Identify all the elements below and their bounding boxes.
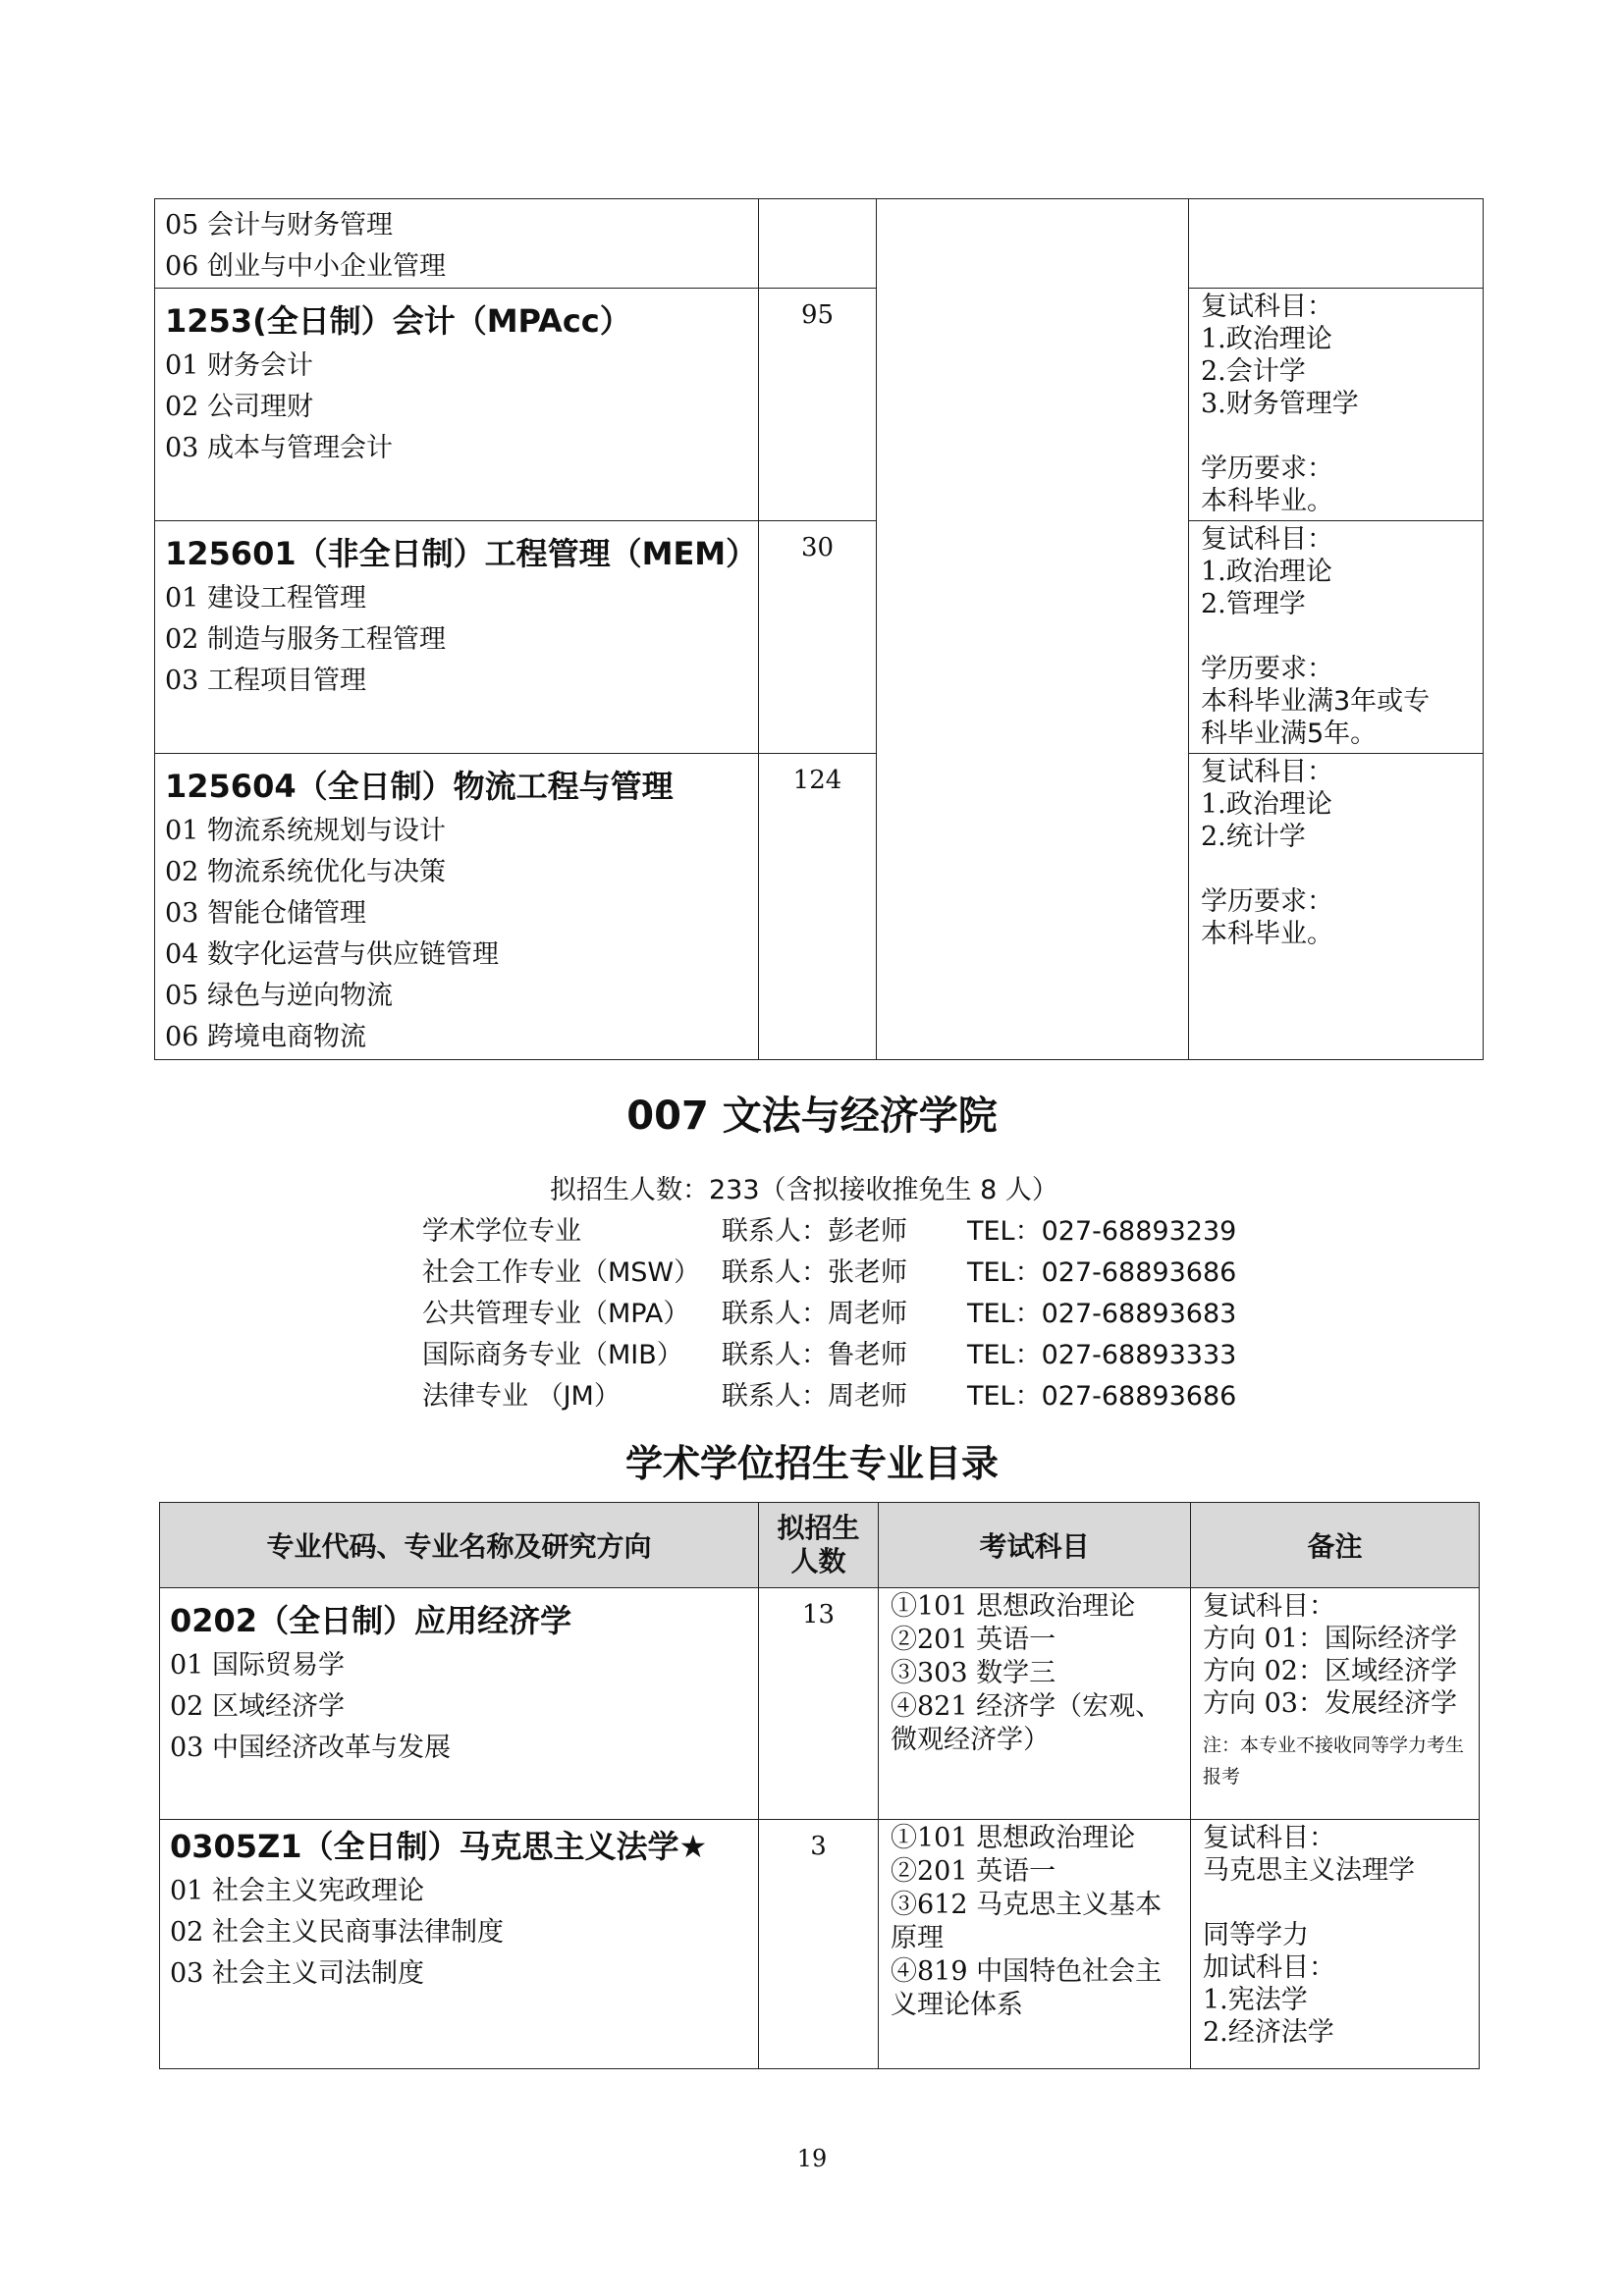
direction-item: 03 社会主义司法制度 bbox=[170, 1958, 424, 1989]
note-line: 1.政治理论 bbox=[1201, 789, 1332, 820]
notes-cell bbox=[1189, 521, 1484, 754]
contact-tel: TEL：027-68893686 bbox=[967, 1381, 1237, 1412]
count-cell: 30 bbox=[759, 521, 877, 754]
program-cell bbox=[160, 1820, 759, 2069]
note-line: 复试科目： bbox=[1203, 1591, 1335, 1622]
direction-item: 03 中国经济改革与发展 bbox=[170, 1733, 451, 1763]
column-header: 考试科目 bbox=[879, 1503, 1191, 1588]
contact-tel: TEL：027-68893683 bbox=[967, 1299, 1237, 1329]
count-cell: 3 bbox=[759, 1820, 879, 2069]
quota-text: 拟招生人数：233（含拟接收推免生 8 人） bbox=[550, 1175, 1058, 1205]
exam-item: ④821 经济学（宏观、微观经济学） bbox=[891, 1691, 1163, 1755]
note-line: 科毕业满5年。 bbox=[1201, 719, 1378, 749]
direction-item: 01 建设工程管理 bbox=[165, 583, 366, 614]
direction-item: 02 公司理财 bbox=[165, 392, 313, 422]
direction-item: 01 物流系统规划与设计 bbox=[165, 816, 446, 846]
note-line: 2.管理学 bbox=[1201, 589, 1306, 619]
page-number: 19 bbox=[796, 2145, 828, 2172]
note-spacer bbox=[1201, 420, 1471, 453]
note-line: 2.会计学 bbox=[1201, 356, 1306, 387]
count-cell: 95 bbox=[759, 289, 877, 521]
program-title: 1253(全日制）会计（MPAcc） bbox=[165, 302, 631, 340]
direction-item: 02 物流系统优化与决策 bbox=[165, 857, 446, 887]
note-line: 2.统计学 bbox=[1201, 822, 1306, 852]
note-spacer bbox=[1201, 853, 1471, 885]
note-line: 本科毕业满3年或专 bbox=[1201, 686, 1431, 717]
note-line: 本科毕业。 bbox=[1201, 919, 1333, 949]
exam-item: ③612 马克思主义基本原理 bbox=[891, 1890, 1163, 1953]
program-title: 125604（全日制）物流工程与管理 bbox=[165, 768, 674, 805]
program-table-continued bbox=[154, 198, 1484, 1060]
catalog-table bbox=[159, 1502, 1480, 2069]
program-title: 125601（非全日制）工程管理（MEM） bbox=[165, 535, 758, 572]
direction-item: 06 创业与中小企业管理 bbox=[165, 251, 446, 282]
notes-cell bbox=[1189, 754, 1484, 1060]
contact-person: 联系人：鲁老师 bbox=[722, 1340, 907, 1370]
note-line: 复试科目： bbox=[1201, 757, 1333, 787]
program-cell bbox=[155, 199, 759, 289]
table-row bbox=[155, 754, 1484, 1060]
note-line: 学历要求： bbox=[1201, 454, 1333, 484]
note-spacer bbox=[1201, 620, 1471, 653]
table-row bbox=[160, 1820, 1480, 2069]
exam-item: ②201 英语一 bbox=[891, 1625, 1056, 1655]
program-cell bbox=[155, 521, 759, 754]
note-line: 复试科目： bbox=[1203, 1823, 1335, 1853]
direction-item: 04 数字化运营与供应链管理 bbox=[165, 939, 499, 970]
program-cell bbox=[155, 754, 759, 1060]
exam-item: ①101 思想政治理论 bbox=[891, 1823, 1136, 1853]
direction-item: 06 跨境电商物流 bbox=[165, 1022, 366, 1052]
contact-major: 社会工作专业（MSW） bbox=[422, 1257, 701, 1288]
direction-item: 03 成本与管理会计 bbox=[165, 433, 393, 463]
note-line: 2.经济法学 bbox=[1203, 2017, 1334, 2048]
table-row bbox=[155, 289, 1484, 521]
note-line: 复试科目： bbox=[1201, 292, 1333, 322]
note-line: 方向 03：发展经济学 bbox=[1203, 1688, 1457, 1719]
count-cell bbox=[759, 199, 877, 289]
note-line: 学历要求： bbox=[1201, 886, 1333, 917]
note-line: 加试科目： bbox=[1203, 1952, 1335, 1983]
contact-person: 联系人：周老师 bbox=[722, 1299, 907, 1329]
exam-item: ④819 中国特色社会主义理论体系 bbox=[891, 1956, 1163, 2020]
note-line: 1.政治理论 bbox=[1201, 324, 1332, 354]
direction-item: 02 区域经济学 bbox=[170, 1691, 345, 1722]
note-line: 方向 01：国际经济学 bbox=[1203, 1624, 1457, 1654]
contact-tel: TEL：027-68893239 bbox=[967, 1216, 1237, 1247]
exam-item: ①101 思想政治理论 bbox=[891, 1591, 1136, 1622]
direction-item: 01 国际贸易学 bbox=[170, 1650, 345, 1681]
table-row bbox=[160, 1588, 1480, 1820]
note-line: 同等学力 bbox=[1203, 1920, 1309, 1950]
note-line: 复试科目： bbox=[1201, 524, 1333, 555]
direction-item: 03 工程项目管理 bbox=[165, 666, 366, 696]
exam-cell bbox=[879, 1588, 1191, 1820]
direction-item: 02 制造与服务工程管理 bbox=[165, 624, 446, 655]
exam-cell-merged bbox=[877, 199, 1189, 1060]
table-row bbox=[155, 199, 1484, 289]
contact-person: 联系人：彭老师 bbox=[722, 1216, 907, 1247]
column-header: 备注 bbox=[1191, 1503, 1480, 1588]
direction-item: 03 智能仓储管理 bbox=[165, 898, 366, 929]
program-cell bbox=[155, 289, 759, 521]
notes-cell bbox=[1191, 1588, 1480, 1820]
note-line: 本科毕业。 bbox=[1201, 486, 1333, 516]
program-cell bbox=[160, 1588, 759, 1820]
notes-cell bbox=[1189, 199, 1484, 289]
notes-cell bbox=[1191, 1820, 1480, 2069]
section-title: 007 文法与经济学院 bbox=[626, 1094, 998, 1139]
note-line: 马克思主义法理学 bbox=[1203, 1855, 1415, 1886]
table-row bbox=[155, 521, 1484, 754]
contact-major: 法律专业 （JM） bbox=[422, 1381, 621, 1412]
contact-tel: TEL：027-68893686 bbox=[967, 1257, 1237, 1288]
notes-cell bbox=[1189, 289, 1484, 521]
column-header: 拟招生人数 bbox=[759, 1503, 879, 1588]
direction-item: 01 财务会计 bbox=[165, 350, 313, 381]
note-line: 方向 02：区域经济学 bbox=[1203, 1656, 1457, 1686]
direction-item: 01 社会主义宪政理论 bbox=[170, 1876, 424, 1906]
exam-item: ③303 数学三 bbox=[891, 1658, 1056, 1688]
exam-cell bbox=[879, 1820, 1191, 2069]
column-header: 专业代码、专业名称及研究方向 bbox=[160, 1503, 759, 1588]
contact-tel: TEL：027-68893333 bbox=[967, 1340, 1237, 1370]
exam-item: ②201 英语一 bbox=[891, 1856, 1056, 1887]
contact-major: 公共管理专业（MPA） bbox=[422, 1299, 690, 1329]
table-header-row bbox=[160, 1503, 1480, 1588]
contact-major: 国际商务专业（MIB） bbox=[422, 1340, 683, 1370]
note-line: 1.宪法学 bbox=[1203, 1985, 1308, 2015]
small-note: 注：本专业不接收同等学力考生报考 bbox=[1203, 1735, 1465, 1788]
note-spacer bbox=[1203, 1887, 1467, 1919]
direction-item: 02 社会主义民商事法律制度 bbox=[170, 1917, 504, 1948]
note-line: 3.财务管理学 bbox=[1201, 389, 1359, 419]
direction-item: 05 绿色与逆向物流 bbox=[165, 981, 393, 1011]
program-title: 0305Z1（全日制）马克思主义法学★ bbox=[170, 1828, 708, 1865]
contact-person: 联系人：周老师 bbox=[722, 1381, 907, 1412]
note-line: 学历要求： bbox=[1201, 654, 1333, 684]
note-line: 1.政治理论 bbox=[1201, 557, 1332, 587]
direction-item: 05 会计与财务管理 bbox=[165, 210, 393, 240]
count-cell: 13 bbox=[759, 1588, 879, 1820]
program-title: 0202（全日制）应用经济学 bbox=[170, 1602, 572, 1639]
count-cell: 124 bbox=[759, 754, 877, 1060]
contact-major: 学术学位专业 bbox=[422, 1216, 581, 1247]
contact-person: 联系人：张老师 bbox=[722, 1257, 907, 1288]
catalog-title: 学术学位招生专业目录 bbox=[624, 1442, 999, 1485]
